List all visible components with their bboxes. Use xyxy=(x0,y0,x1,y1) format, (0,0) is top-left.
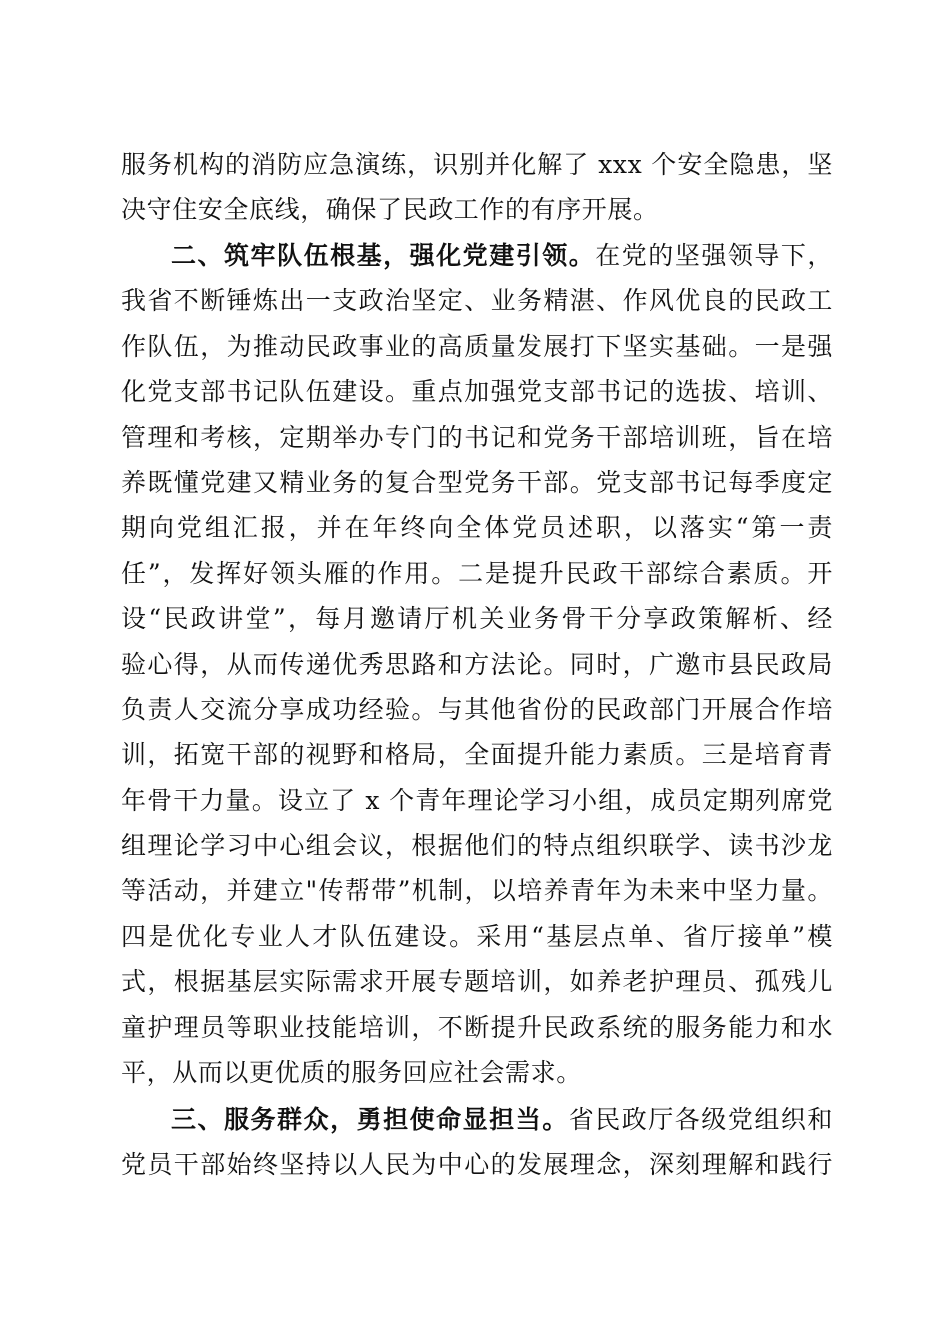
section-heading: 二、筑牢队伍根基，强化党建引领。 xyxy=(171,241,596,270)
text-line: 党员干部始终坚持以人民为中心的发展理念，深刻理解和践行 xyxy=(121,1150,833,1180)
text-line: 组理论学习中心组会议，根据他们的特点组织联学、读书沙龙 xyxy=(121,831,833,861)
text-line: 服务机构的消防应急演练，识别并化解了 xxx 个安全隐患，坚 xyxy=(121,150,833,179)
text-span: 省民政厅各级党组织和 xyxy=(568,1105,833,1134)
text-line: 平，从而以更优质的服务回应社会需求。 xyxy=(121,1058,582,1088)
text-line: 年骨干力量。设立了 x 个青年理论学习小组，成员定期列席党 xyxy=(121,785,833,815)
text-line: 管理和考核，定期举办专门的书记和党务干部培训班，旨在培 xyxy=(121,422,833,452)
paragraph-first-line xyxy=(121,233,833,278)
text-line: 期向党组汇报，并在年终向全体党员述职，以落实“第一责 xyxy=(121,513,833,543)
text-span: 在党的坚强领导下， xyxy=(595,241,833,270)
text-line: 决守住安全底线，确保了民政工作的有序开展。 xyxy=(121,195,659,225)
text-line: 化党支部书记队伍建设。重点加强党支部书记的选拔、培训、 xyxy=(121,377,833,407)
text-line: 童护理员等职业技能培训，不断提升民政系统的服务能力和水 xyxy=(121,1012,833,1042)
text-line: 训，拓宽干部的视野和格局，全面提升能力素质。三是培育青 xyxy=(121,740,833,770)
text-line: 设“民政讲堂”，每月邀请厅机关业务骨干分享政策解析、经 xyxy=(121,604,833,634)
text-line: 作队伍，为推动民政事业的高质量发展打下坚实基础。一是强 xyxy=(121,331,833,361)
text-line: 负责人交流分享成功经验。与其他省份的民政部门开展合作培 xyxy=(121,694,833,724)
text-line: 我省不断锤炼出一支政治坚定、业务精湛、作风优良的民政工 xyxy=(121,286,833,316)
text-line: 验心得，从而传递优秀思路和方法论。同时，广邀市县民政局 xyxy=(121,649,833,679)
paragraph-3 xyxy=(121,1097,833,1188)
paragraph-2 xyxy=(121,233,833,1095)
text-line: 式，根据基层实际需求开展专题培训，如养老护理员、孤残儿 xyxy=(121,967,833,997)
text-line: 养既懂党建又精业务的复合型党务干部。党支部书记每季度定 xyxy=(121,467,833,497)
paragraph-1 xyxy=(121,142,833,233)
paragraph-first-line xyxy=(121,1097,833,1142)
text-line: 等活动，并建立"传帮带”机制，以培养青年为未来中坚力量。 xyxy=(121,876,833,906)
text-line: 四是优化专业人才队伍建设。采用“基层点单、省厅接单”模 xyxy=(121,921,833,951)
text-line: 任”，发挥好领头雁的作用。二是提升民政干部综合素质。开 xyxy=(121,558,833,588)
section-heading: 三、服务群众，勇担使命显担当。 xyxy=(171,1105,569,1134)
